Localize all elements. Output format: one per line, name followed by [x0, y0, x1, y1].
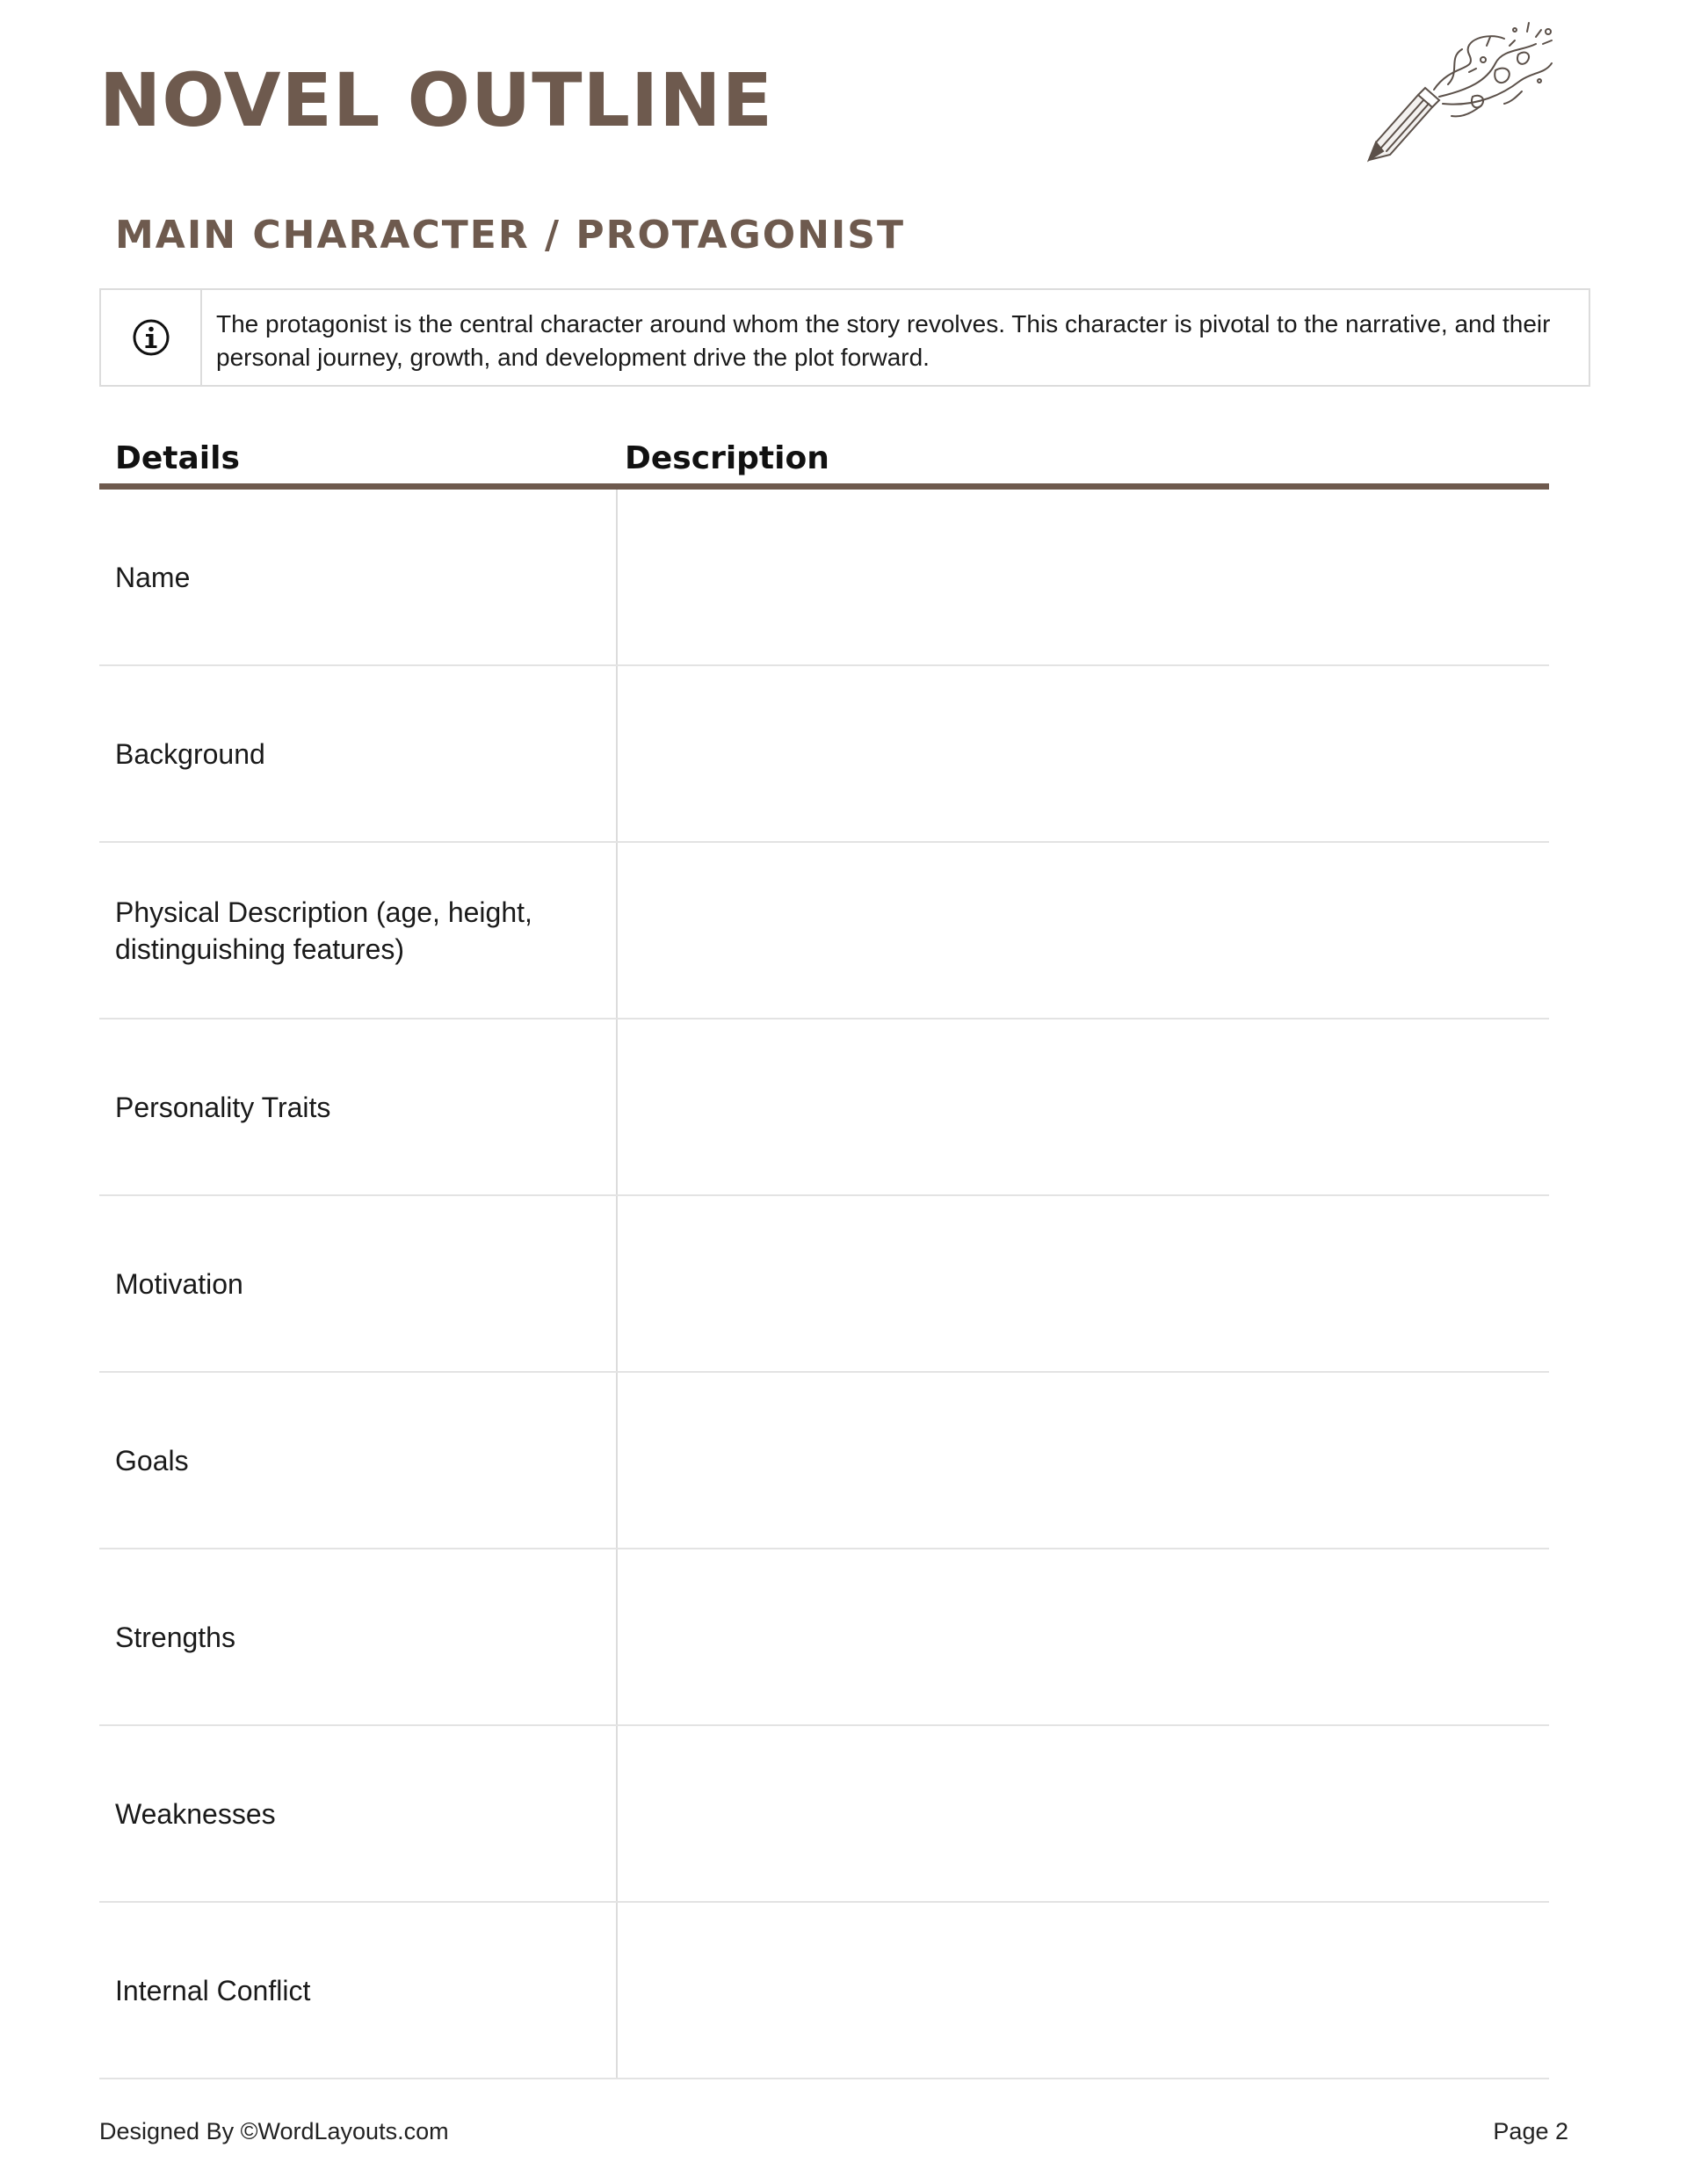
description-field[interactable]	[618, 1196, 1549, 1371]
description-field[interactable]	[618, 843, 1549, 1018]
row-label: Internal Conflict	[99, 1903, 618, 2078]
info-box	[99, 288, 1590, 387]
row-label: Background	[99, 666, 618, 841]
row-label: Physical Description (age, height, distinguishing features)	[99, 843, 618, 1018]
description-field[interactable]	[618, 1726, 1549, 1901]
description-field[interactable]	[618, 666, 1549, 841]
table-row-weaknesses	[99, 1726, 1549, 1903]
table-header	[99, 436, 1549, 490]
table-row-motivation	[99, 1196, 1549, 1373]
table-row-physical-description	[99, 843, 1549, 1019]
footer-credit: Designed By ©WordLayouts.com	[99, 2118, 449, 2144]
table-row-strengths	[99, 1549, 1549, 1726]
page-title: NOVEL OUTLINE	[99, 57, 773, 143]
row-label: Strengths	[99, 1549, 618, 1724]
row-label: Motivation	[99, 1196, 618, 1371]
table-row-internal-conflict	[99, 1903, 1549, 2079]
character-details-table	[99, 436, 1549, 2079]
row-label: Weaknesses	[99, 1726, 618, 1901]
row-label: Goals	[99, 1373, 618, 1548]
description-field[interactable]	[618, 490, 1549, 664]
info-icon-cell	[101, 290, 202, 385]
table-row-goals	[99, 1373, 1549, 1549]
page-number: Page 2	[1493, 2118, 1568, 2144]
info-text: The protagonist is the central character around whom the story revolves. This character is pivotal to the narrative, and their personal journey, growth, and development drive the plot forward.	[216, 310, 1551, 371]
description-field[interactable]	[618, 1903, 1549, 2078]
table-row-background	[99, 666, 1549, 843]
table-row-personality-traits	[99, 1019, 1549, 1196]
pencil-sketch-illustration	[1364, 19, 1566, 169]
row-label: Name	[99, 490, 618, 664]
description-field[interactable]	[618, 1549, 1549, 1724]
info-circle-icon	[132, 318, 170, 357]
column-header-description: Description	[625, 440, 829, 476]
column-header-details: Details	[115, 440, 240, 476]
description-field[interactable]	[618, 1373, 1549, 1548]
table-row-name	[99, 490, 1549, 666]
section-title: MAIN CHARACTER / PROTAGONIST	[115, 213, 906, 258]
description-field[interactable]	[618, 1019, 1549, 1194]
row-label: Personality Traits	[99, 1019, 618, 1194]
